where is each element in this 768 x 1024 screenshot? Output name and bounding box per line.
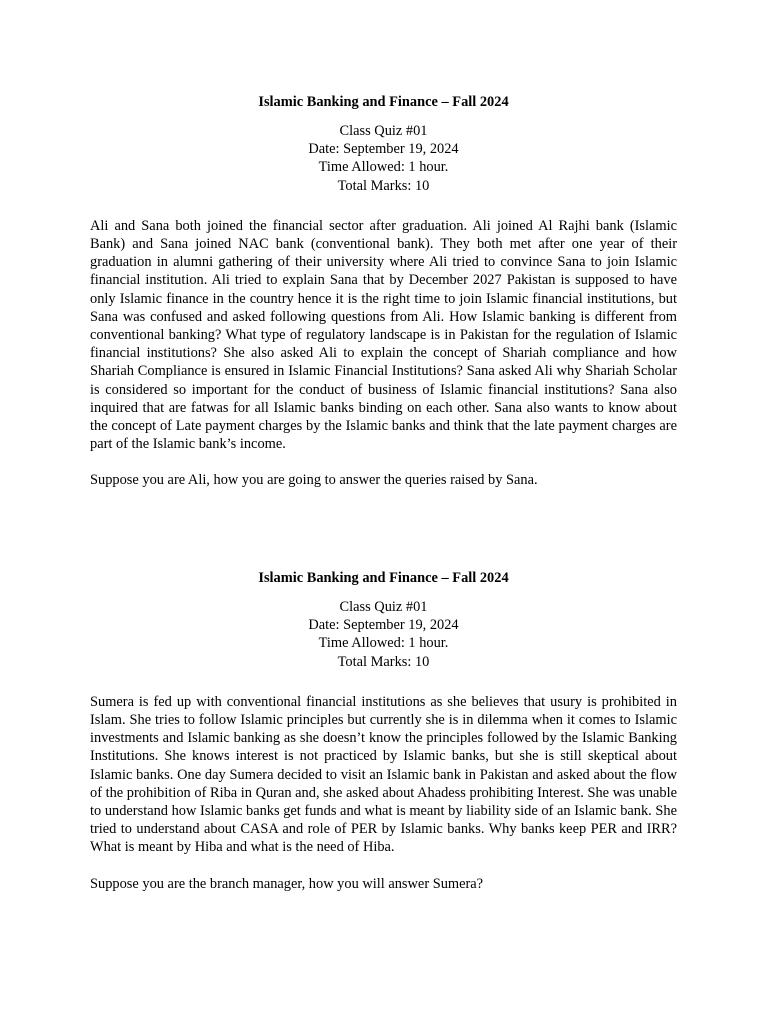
quiz-question: Suppose you are Ali, how you are going to answer the queries raised by Sana.: [90, 472, 538, 489]
quiz-question: Suppose you are the branch manager, how you will answer Sumera?: [90, 875, 484, 892]
quiz-meta: [90, 122, 677, 195]
quiz-section-2: [90, 569, 677, 893]
quiz-number: Class Quiz #01: [339, 123, 428, 139]
quiz-scenario: Sumera is fed up with conventional financial institutions as she believes that usury is prohibited in Islam. She tries to follow Islamic principles but currently she is in dilemma when it comes to Islamic investments and Islamic banking as she doesn’t know the principles followed by the Islamic Banking Institutions. She knows interest is not practiced by Islamic banks, but she is still skeptical about Islamic banks. One day Sumera decided to visit an Islamic bank in Pakistan and asked about the flow of the prohibition of Riba in Quran and, she asked about Ahadess prohibiting Interest. She was unable to understand how Islamic banks get funds and what is meant by liability side of an Islamic bank. She tried to understand about CASA and role of PER by Islamic banks. Why banks keep PER and IRR? What is meant by Hiba and what is the need of Hiba.: [90, 693, 677, 856]
quiz-title: Islamic Banking and Finance – Fall 2024: [258, 94, 509, 110]
quiz-scenario: Ali and Sana both joined the financial sector after graduation. Ali joined Al Rajhi bank (Islamic Bank) and Sana joined NAC bank (conventional bank). They both met after one year of their graduation in alumni gathering of their university where Ali tried to convince Sana to join Islamic financial institution. Ali tried to explain Sana that by December 2027 Pakistan is supposed to have only Islamic finance in the country hence it is the right time to join Islamic financial institutions, but Sana was confused and asked following questions from Ali. How Islamic banking is different from conventional banking? What type of regulatory landscape is in Pakistan for the regulation of Islamic financial institutions? She also asked Ali to explain the concept of Shariah compliance and how Shariah Compliance is ensured in Islamic Financial Institutions? Sana asked Ali why Shariah Scholar is considered so important for the conduct of business of Islamic financial institutions? Sana also inquired that are fatwas for all Islamic banks binding on each other. Sana also wants to know about the concept of Late payment charges by the Islamic banks and think that the late payment charges are part of the Islamic bank’s income.: [90, 217, 677, 453]
quiz-date: Date: September 19, 2024: [308, 141, 459, 158]
quiz-number: Class Quiz #01: [339, 599, 428, 615]
quiz-meta: [90, 598, 677, 671]
quiz-date: Date: September 19, 2024: [308, 617, 459, 634]
quiz-time-allowed: Time Allowed: 1 hour.: [318, 159, 449, 176]
quiz-time-allowed: Time Allowed: 1 hour.: [318, 635, 449, 652]
quiz-total-marks: Total Marks: 10: [337, 177, 430, 194]
quiz-title: Islamic Banking and Finance – Fall 2024: [258, 570, 509, 586]
quiz-section-1: [90, 93, 677, 490]
quiz-total-marks: Total Marks: 10: [337, 653, 430, 670]
